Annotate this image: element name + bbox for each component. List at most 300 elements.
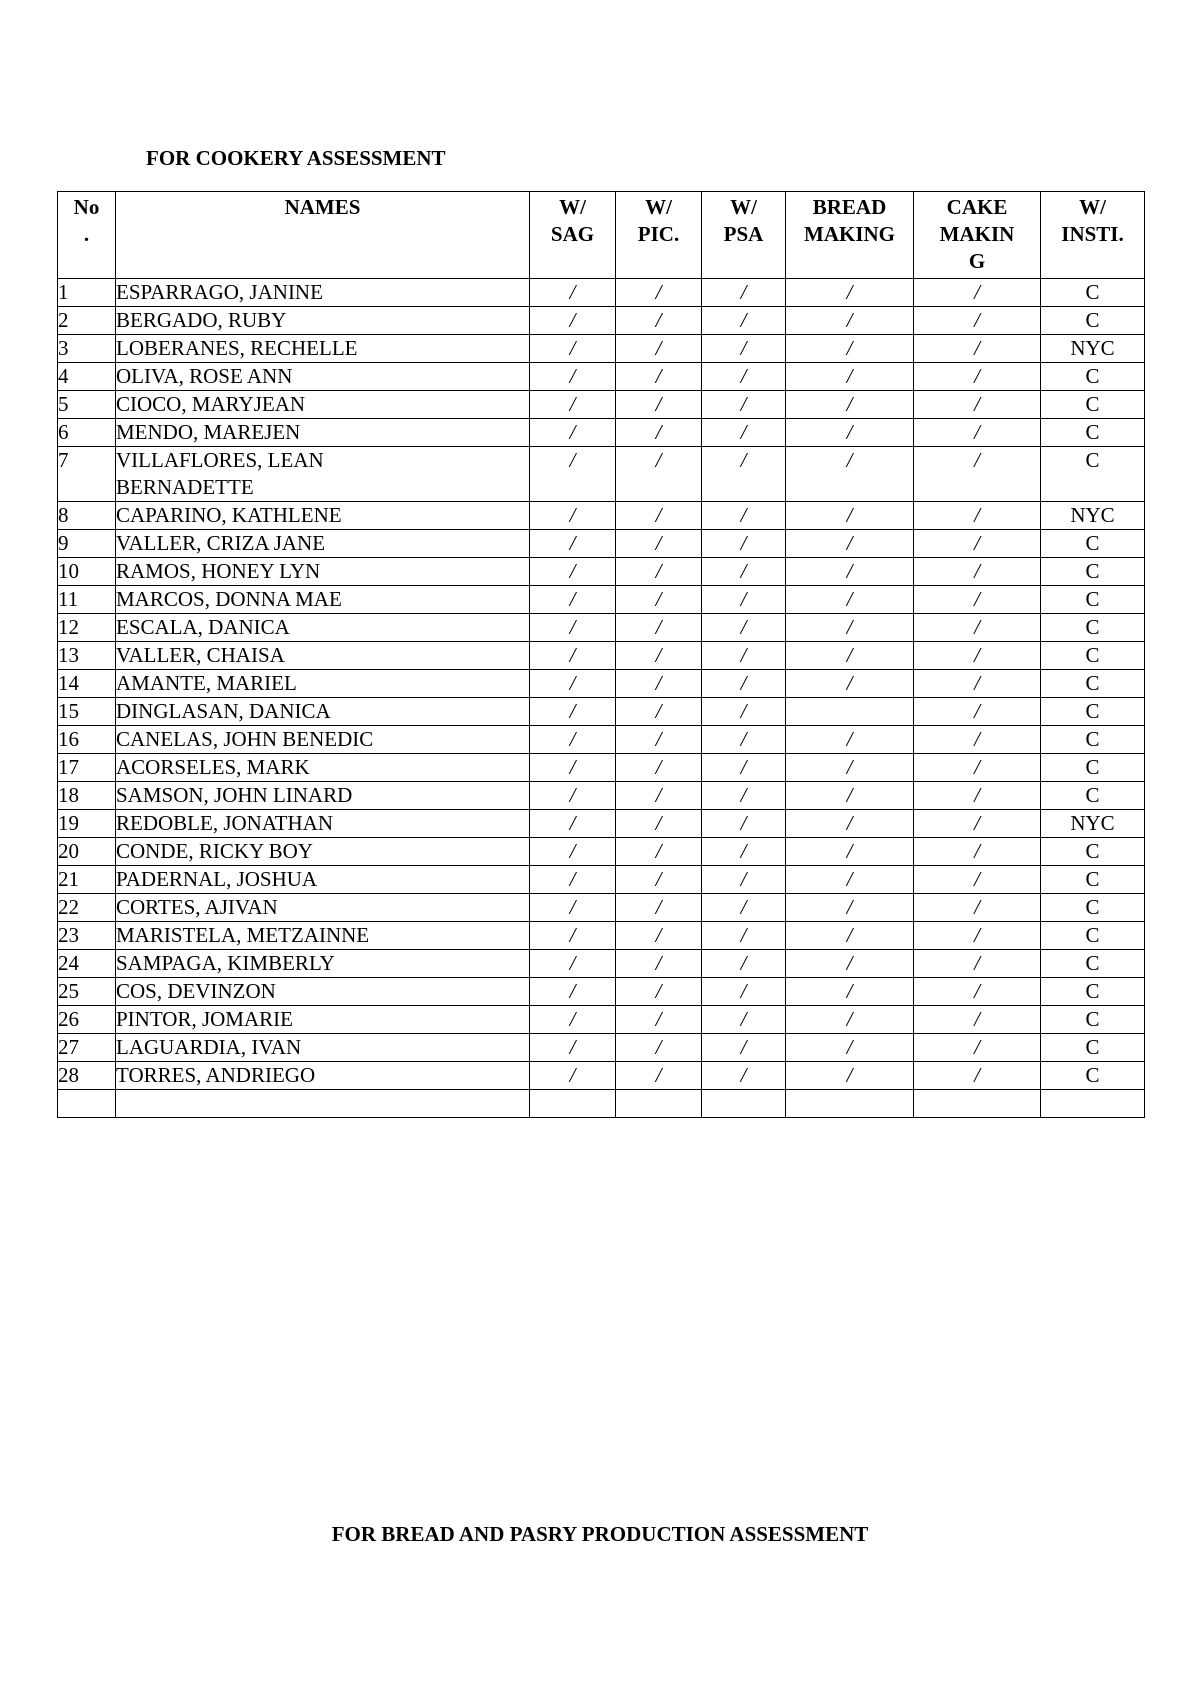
student-name <box>116 642 530 670</box>
check-pic: / <box>616 866 702 894</box>
check-sag: / <box>530 279 616 307</box>
empty-cell <box>1041 1090 1145 1118</box>
institutional-result: C <box>1041 530 1145 558</box>
empty-cell <box>116 1090 530 1118</box>
check-psa: / <box>702 307 786 335</box>
header-psa-line: PSA <box>723 222 764 246</box>
row-number: 3 <box>58 335 116 363</box>
check-psa: / <box>702 1006 786 1034</box>
check-bread: / <box>786 307 914 335</box>
empty-cell <box>530 1090 616 1118</box>
student-name <box>116 1034 530 1062</box>
check-cake: / <box>914 894 1041 922</box>
check-pic: / <box>616 754 702 782</box>
check-cake: / <box>914 950 1041 978</box>
institutional-result: C <box>1041 558 1145 586</box>
row-number: 17 <box>58 754 116 782</box>
check-bread: / <box>786 754 914 782</box>
institutional-result: C <box>1041 838 1145 866</box>
check-pic: / <box>616 1034 702 1062</box>
row-number: 13 <box>58 642 116 670</box>
student-name-line: CONDE, RICKY BOY <box>116 839 313 863</box>
check-bread: / <box>786 782 914 810</box>
student-name-line: VILLAFLORES, LEAN <box>116 448 324 472</box>
check-cake: / <box>914 419 1041 447</box>
check-bread: / <box>786 838 914 866</box>
student-name <box>116 1006 530 1034</box>
institutional-result: C <box>1041 782 1145 810</box>
table-row <box>58 1034 1145 1062</box>
check-pic: / <box>616 950 702 978</box>
student-name <box>116 586 530 614</box>
check-pic: / <box>616 558 702 586</box>
check-cake: / <box>914 754 1041 782</box>
check-bread: / <box>786 866 914 894</box>
institutional-result: C <box>1041 978 1145 1006</box>
check-bread: / <box>786 586 914 614</box>
row-number: 27 <box>58 1034 116 1062</box>
check-psa: / <box>702 810 786 838</box>
header-bread-line: BREAD <box>812 195 887 219</box>
table-row <box>58 447 1145 502</box>
row-number: 9 <box>58 530 116 558</box>
institutional-result: C <box>1041 419 1145 447</box>
check-sag: / <box>530 670 616 698</box>
check-cake: / <box>914 810 1041 838</box>
check-sag: / <box>530 614 616 642</box>
bread-pastry-assessment-title: FOR BREAD AND PASRY PRODUCTION ASSESSMENT <box>331 1522 869 1546</box>
institutional-result: C <box>1041 950 1145 978</box>
check-sag: / <box>530 1034 616 1062</box>
header-pic <box>616 192 702 279</box>
check-bread: / <box>786 950 914 978</box>
header-bread-line: MAKING <box>804 222 895 246</box>
check-sag: / <box>530 782 616 810</box>
check-pic: / <box>616 307 702 335</box>
row-number: 16 <box>58 726 116 754</box>
check-sag: / <box>530 838 616 866</box>
check-bread: / <box>786 614 914 642</box>
header-cake-line: CAKE <box>946 195 1008 219</box>
institutional-result: C <box>1041 391 1145 419</box>
student-name <box>116 447 530 502</box>
table-row <box>58 978 1145 1006</box>
student-name <box>116 754 530 782</box>
student-name-line: VALLER, CRIZA JANE <box>116 531 326 555</box>
check-bread: / <box>786 1062 914 1090</box>
row-number: 19 <box>58 810 116 838</box>
check-cake: / <box>914 558 1041 586</box>
check-psa: / <box>702 1062 786 1090</box>
check-bread: / <box>786 363 914 391</box>
check-psa: / <box>702 447 786 502</box>
student-name <box>116 866 530 894</box>
student-name-line: REDOBLE, JONATHAN <box>116 811 333 835</box>
header-cake <box>914 192 1041 279</box>
check-cake: / <box>914 502 1041 530</box>
header-psa-line: W/ <box>730 195 757 219</box>
student-name-line: TORRES, ANDRIEGO <box>116 1063 316 1087</box>
student-name <box>116 1062 530 1090</box>
check-sag: / <box>530 922 616 950</box>
check-psa: / <box>702 782 786 810</box>
check-psa: / <box>702 586 786 614</box>
header-no <box>58 192 116 279</box>
empty-cell <box>786 1090 914 1118</box>
check-sag: / <box>530 1062 616 1090</box>
empty-row <box>58 1090 1145 1118</box>
table-row <box>58 698 1145 726</box>
check-cake: / <box>914 391 1041 419</box>
header-insti <box>1041 192 1145 279</box>
institutional-result: C <box>1041 642 1145 670</box>
student-name <box>116 978 530 1006</box>
table-row <box>58 335 1145 363</box>
row-number: 2 <box>58 307 116 335</box>
check-sag: / <box>530 978 616 1006</box>
check-psa: / <box>702 614 786 642</box>
check-cake: / <box>914 307 1041 335</box>
student-name-line: COS, DEVINZON <box>116 979 276 1003</box>
check-cake: / <box>914 642 1041 670</box>
row-number: 22 <box>58 894 116 922</box>
row-number: 28 <box>58 1062 116 1090</box>
student-name <box>116 363 530 391</box>
cookery-assessment-title: FOR COOKERY ASSESSMENT <box>146 146 446 170</box>
check-cake: / <box>914 698 1041 726</box>
row-number: 10 <box>58 558 116 586</box>
check-psa: / <box>702 838 786 866</box>
student-name-line: PADERNAL, JOSHUA <box>116 867 318 891</box>
table-row <box>58 838 1145 866</box>
check-psa: / <box>702 279 786 307</box>
check-cake: / <box>914 1006 1041 1034</box>
check-pic: / <box>616 670 702 698</box>
check-sag: / <box>530 894 616 922</box>
row-number: 14 <box>58 670 116 698</box>
student-name-line: CORTES, AJIVAN <box>116 895 278 919</box>
empty-cell <box>702 1090 786 1118</box>
check-sag: / <box>530 866 616 894</box>
table-row <box>58 670 1145 698</box>
check-bread: / <box>786 670 914 698</box>
check-cake: / <box>914 922 1041 950</box>
check-sag: / <box>530 642 616 670</box>
student-name <box>116 335 530 363</box>
check-pic: / <box>616 642 702 670</box>
institutional-result: C <box>1041 698 1145 726</box>
header-cake-line: G <box>968 249 986 273</box>
empty-cell <box>914 1090 1041 1118</box>
check-cake: / <box>914 530 1041 558</box>
student-name <box>116 419 530 447</box>
check-sag: / <box>530 307 616 335</box>
student-name-line: LAGUARDIA, IVAN <box>116 1035 302 1059</box>
student-name-line: BERGADO, RUBY <box>116 308 287 332</box>
table-row <box>58 558 1145 586</box>
check-psa: / <box>702 866 786 894</box>
table-row <box>58 894 1145 922</box>
check-sag: / <box>530 586 616 614</box>
student-name-line: ESCALA, DANICA <box>116 615 290 639</box>
student-name-line: CANELAS, JOHN BENEDIC <box>116 727 374 751</box>
student-name <box>116 502 530 530</box>
row-number: 6 <box>58 419 116 447</box>
student-name-line: DINGLASAN, DANICA <box>116 699 331 723</box>
table-body <box>58 279 1145 1118</box>
student-name <box>116 894 530 922</box>
check-pic: / <box>616 698 702 726</box>
institutional-result: C <box>1041 614 1145 642</box>
check-psa: / <box>702 419 786 447</box>
student-name-line: RAMOS, HONEY LYN <box>116 559 321 583</box>
student-name <box>116 838 530 866</box>
table-row <box>58 642 1145 670</box>
row-number: 25 <box>58 978 116 1006</box>
student-name <box>116 530 530 558</box>
check-cake: / <box>914 978 1041 1006</box>
table-row <box>58 1062 1145 1090</box>
check-psa: / <box>702 530 786 558</box>
header-names-line: NAMES <box>284 195 361 219</box>
header-names <box>116 192 530 279</box>
assessment-table <box>57 191 1145 1118</box>
header-sag-line: SAG <box>550 222 595 246</box>
check-cake: / <box>914 363 1041 391</box>
institutional-result: C <box>1041 754 1145 782</box>
check-bread: / <box>786 894 914 922</box>
check-pic: / <box>616 279 702 307</box>
student-name <box>116 810 530 838</box>
student-name-line: CIOCO, MARYJEAN <box>116 392 306 416</box>
check-psa: / <box>702 363 786 391</box>
student-name <box>116 391 530 419</box>
check-sag: / <box>530 447 616 502</box>
student-name-line: SAMPAGA, KIMBERLY <box>116 951 335 975</box>
table-row <box>58 810 1145 838</box>
institutional-result: NYC <box>1041 335 1145 363</box>
check-cake: / <box>914 782 1041 810</box>
check-psa: / <box>702 894 786 922</box>
check-pic: / <box>616 922 702 950</box>
check-sag: / <box>530 1006 616 1034</box>
institutional-result: C <box>1041 866 1145 894</box>
check-psa: / <box>702 502 786 530</box>
institutional-result: C <box>1041 1006 1145 1034</box>
check-pic: / <box>616 335 702 363</box>
check-bread <box>786 698 914 726</box>
check-bread: / <box>786 726 914 754</box>
table-header-row <box>58 192 1145 279</box>
institutional-result: C <box>1041 726 1145 754</box>
check-cake: / <box>914 838 1041 866</box>
row-number: 15 <box>58 698 116 726</box>
table-row <box>58 279 1145 307</box>
check-sag: / <box>530 530 616 558</box>
header-insti-line: W/ <box>1079 195 1106 219</box>
student-name <box>116 922 530 950</box>
student-name-line: CAPARINO, KATHLENE <box>116 503 342 527</box>
header-psa <box>702 192 786 279</box>
check-psa: / <box>702 754 786 782</box>
student-name <box>116 558 530 586</box>
header-pic-line: W/ <box>645 195 672 219</box>
check-sag: / <box>530 363 616 391</box>
check-sag: / <box>530 754 616 782</box>
check-psa: / <box>702 950 786 978</box>
check-psa: / <box>702 335 786 363</box>
table-row <box>58 586 1145 614</box>
table-row <box>58 502 1145 530</box>
institutional-result: NYC <box>1041 810 1145 838</box>
check-pic: / <box>616 810 702 838</box>
check-psa: / <box>702 642 786 670</box>
empty-cell <box>58 1090 116 1118</box>
row-number: 24 <box>58 950 116 978</box>
row-number: 23 <box>58 922 116 950</box>
check-cake: / <box>914 279 1041 307</box>
institutional-result: NYC <box>1041 502 1145 530</box>
student-name <box>116 670 530 698</box>
table-row <box>58 726 1145 754</box>
institutional-result: C <box>1041 307 1145 335</box>
check-psa: / <box>702 922 786 950</box>
check-pic: / <box>616 1062 702 1090</box>
check-bread: / <box>786 447 914 502</box>
check-cake: / <box>914 670 1041 698</box>
check-pic: / <box>616 363 702 391</box>
row-number: 8 <box>58 502 116 530</box>
row-number: 5 <box>58 391 116 419</box>
header-pic-line: PIC. <box>637 222 680 246</box>
check-bread: / <box>786 810 914 838</box>
check-cake: / <box>914 726 1041 754</box>
student-name-line: VALLER, CHAISA <box>116 643 285 667</box>
institutional-result: C <box>1041 586 1145 614</box>
student-name-line: SAMSON, JOHN LINARD <box>116 783 353 807</box>
table-row <box>58 530 1145 558</box>
student-name <box>116 782 530 810</box>
check-pic: / <box>616 894 702 922</box>
table-row <box>58 950 1145 978</box>
row-number: 20 <box>58 838 116 866</box>
table-row <box>58 614 1145 642</box>
check-psa: / <box>702 698 786 726</box>
empty-cell <box>616 1090 702 1118</box>
student-name-line: OLIVA, ROSE ANN <box>116 364 293 388</box>
check-psa: / <box>702 670 786 698</box>
student-name-line: MARCOS, DONNA MAE <box>116 587 342 611</box>
student-name-line: MARISTELA, METZAINNE <box>116 923 370 947</box>
check-sag: / <box>530 419 616 447</box>
row-number: 11 <box>58 586 116 614</box>
check-bread: / <box>786 1006 914 1034</box>
table-row <box>58 419 1145 447</box>
institutional-result: C <box>1041 670 1145 698</box>
student-name <box>116 279 530 307</box>
check-bread: / <box>786 335 914 363</box>
table-row <box>58 1006 1145 1034</box>
row-number: 26 <box>58 1006 116 1034</box>
check-bread: / <box>786 419 914 447</box>
check-cake: / <box>914 1034 1041 1062</box>
institutional-result: C <box>1041 1034 1145 1062</box>
check-bread: / <box>786 558 914 586</box>
institutional-result: C <box>1041 363 1145 391</box>
check-bread: / <box>786 502 914 530</box>
check-pic: / <box>616 726 702 754</box>
header-no-line: . <box>83 222 90 246</box>
student-name <box>116 698 530 726</box>
check-cake: / <box>914 335 1041 363</box>
check-pic: / <box>616 530 702 558</box>
check-bread: / <box>786 1034 914 1062</box>
student-name-line: BERNADETTE <box>116 475 254 499</box>
table-row <box>58 307 1145 335</box>
student-name-line: AMANTE, MARIEL <box>116 671 297 695</box>
student-name <box>116 950 530 978</box>
header-bread <box>786 192 914 279</box>
student-name-line: ESPARRAGO, JANINE <box>116 280 323 304</box>
check-pic: / <box>616 978 702 1006</box>
header-no-line: No <box>73 195 100 219</box>
row-number: 1 <box>58 279 116 307</box>
check-cake: / <box>914 614 1041 642</box>
institutional-result: C <box>1041 279 1145 307</box>
check-sag: / <box>530 558 616 586</box>
header-insti-line: INSTI. <box>1061 222 1124 246</box>
check-cake: / <box>914 1062 1041 1090</box>
check-sag: / <box>530 391 616 419</box>
row-number: 4 <box>58 363 116 391</box>
check-pic: / <box>616 782 702 810</box>
check-psa: / <box>702 978 786 1006</box>
check-psa: / <box>702 391 786 419</box>
student-name <box>116 614 530 642</box>
table-row <box>58 782 1145 810</box>
check-sag: / <box>530 726 616 754</box>
check-bread: / <box>786 922 914 950</box>
check-pic: / <box>616 391 702 419</box>
check-bread: / <box>786 279 914 307</box>
student-name-line: ACORSELES, MARK <box>116 755 310 779</box>
student-name-line: PINTOR, JOMARIE <box>116 1007 293 1031</box>
check-bread: / <box>786 530 914 558</box>
table-row <box>58 754 1145 782</box>
table-row <box>58 363 1145 391</box>
check-sag: / <box>530 810 616 838</box>
check-sag: / <box>530 335 616 363</box>
table-row <box>58 922 1145 950</box>
check-bread: / <box>786 978 914 1006</box>
check-bread: / <box>786 391 914 419</box>
institutional-result: C <box>1041 894 1145 922</box>
row-number: 18 <box>58 782 116 810</box>
check-sag: / <box>530 698 616 726</box>
table-row <box>58 866 1145 894</box>
institutional-result: C <box>1041 447 1145 502</box>
check-pic: / <box>616 614 702 642</box>
row-number: 7 <box>58 447 116 502</box>
check-psa: / <box>702 726 786 754</box>
row-number: 21 <box>58 866 116 894</box>
check-cake: / <box>914 866 1041 894</box>
header-sag-line: W/ <box>559 195 586 219</box>
check-cake: / <box>914 586 1041 614</box>
student-name <box>116 726 530 754</box>
institutional-result: C <box>1041 922 1145 950</box>
institutional-result: C <box>1041 1062 1145 1090</box>
